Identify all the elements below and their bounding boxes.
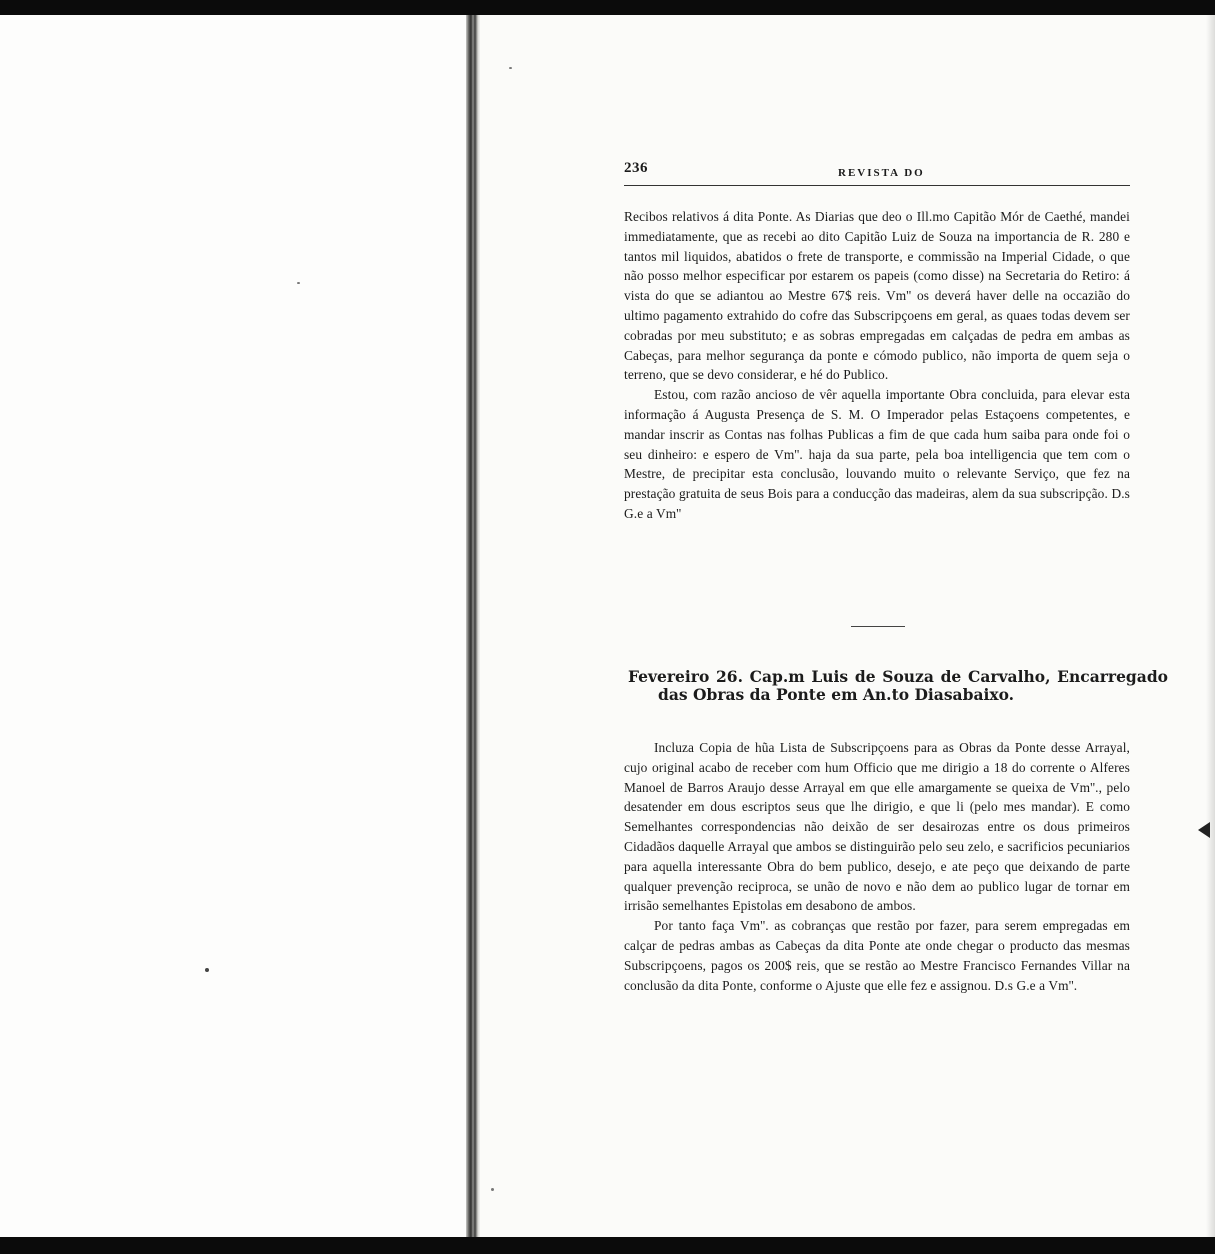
- paragraph: Recibos relativos á dita Ponte. As Diarias que deo o Ill.mo Capitão Mór de Caethé, mandei immediatamente, que as recebi ao dito Capitão Luiz de Souza na importancia de R. 280 e tantos mil liquidos, abatidos o frete de transporte, e commissão na Imperial Cidade, o que não posso melhor especificar por estarem os papeis (como disse) na Secretaria do Retiro: á vista do que se adiantou ao Mestre 67$ reis. Vm'' os deverá haver delle na occazião do ultimo pagamento extrahido do cofre das Subscripçoens em geral, as quaes todas devem ser cobradas por meu substituto; e as sobras empregadas em calçadas de pedra em ambas as Cabeças, para melhor segurança da ponte e cómodo publico, não importa de quem seja o terreno, que se devo considerar, e hé do Publico.: [624, 209, 1130, 383]
- running-title: REVISTA DO: [838, 167, 925, 179]
- book-gutter: [466, 15, 480, 1237]
- left-blank-page: [0, 15, 466, 1237]
- section-divider: [851, 626, 905, 627]
- entry-heading: Fevereiro 26. Cap.m Luis de Souza de Carvalho, Encarregado das Obras da Ponte em An.to Diasabaixo.: [628, 666, 1168, 705]
- scan-border-top: [0, 0, 1215, 15]
- letter-body: [624, 738, 1130, 995]
- scan-speck: [509, 67, 512, 69]
- paragraph: Por tanto faça Vm''. as cobranças que restão por fazer, para serem empregadas em calçar de pedras ambas as Cabeças da dita Ponte ate onde chegar o producto das mesmas Subscripçoens, pagos os 200$ reis, que se restão ao Mestre Francisco Fernandes Villar na conclusão da dita Ponte, conforme o Ajuste que elle fez e assignou. D.s G.e a Vm''.: [624, 918, 1130, 993]
- margin-arrow-mark: [1198, 822, 1210, 838]
- page-number: 236: [624, 160, 648, 176]
- scan-speck: [491, 1188, 494, 1191]
- paragraph: Estou, com razão ancioso de vêr aquella importante Obra concluida, para elevar esta informação á Augusta Presença de S. M. O Imperador pelas Estaçoens competentes, e mandar inscrir as Contas nas folhas Publicas a fim de que cada hum saiba para onde foi o seu dinheiro: e espero de Vm''. haja da sua parte, pela boa intelligencia que tem com o Mestre, de precipitar esta conclusão, louvando muito o relevante Serviço, que fez na prestação gratuita de seus Bois para a conducção das madeiras, alem da sua subscripção. D.s G.e a Vm'': [624, 387, 1130, 521]
- header-rule: [624, 185, 1130, 186]
- running-head: [624, 150, 1130, 184]
- page-edge-shadow: [1206, 15, 1215, 1237]
- scan-speck: [205, 968, 209, 972]
- paragraph: Incluza Copia de hũa Lista de Subscripçoens para as Obras da Ponte desse Arrayal, cujo original acabo de receber com hum Officio que me dirigio a 18 do corrente o Alferes Manoel de Barros Araujo desse Arrayal em que elle amargamente se queixa de Vm''., pelo desatender em dous escriptos seus que lhe dirigio, e que li (pelo mes mandar). E como Semelhantes correspondencias não deixão de ser desairozas entre os dous primeiros Cidadãos daquelle Arrayal que ambos se distinguirão pelo seu zelo, e sacrificios pecuniarios para aquella interessante Obra do bem publico, desejo, e ate peço que deixando de parte qualquer prevenção reciproca, se unão de novo e não dem ao publico lugar de tornar em irrisão semelhantes Epistolas em desabono de ambos.: [624, 740, 1130, 914]
- letter-continuation: [624, 207, 1130, 524]
- scan-speck: [297, 282, 300, 284]
- book-page: [624, 150, 1168, 993]
- scan-border-bottom: [0, 1237, 1215, 1254]
